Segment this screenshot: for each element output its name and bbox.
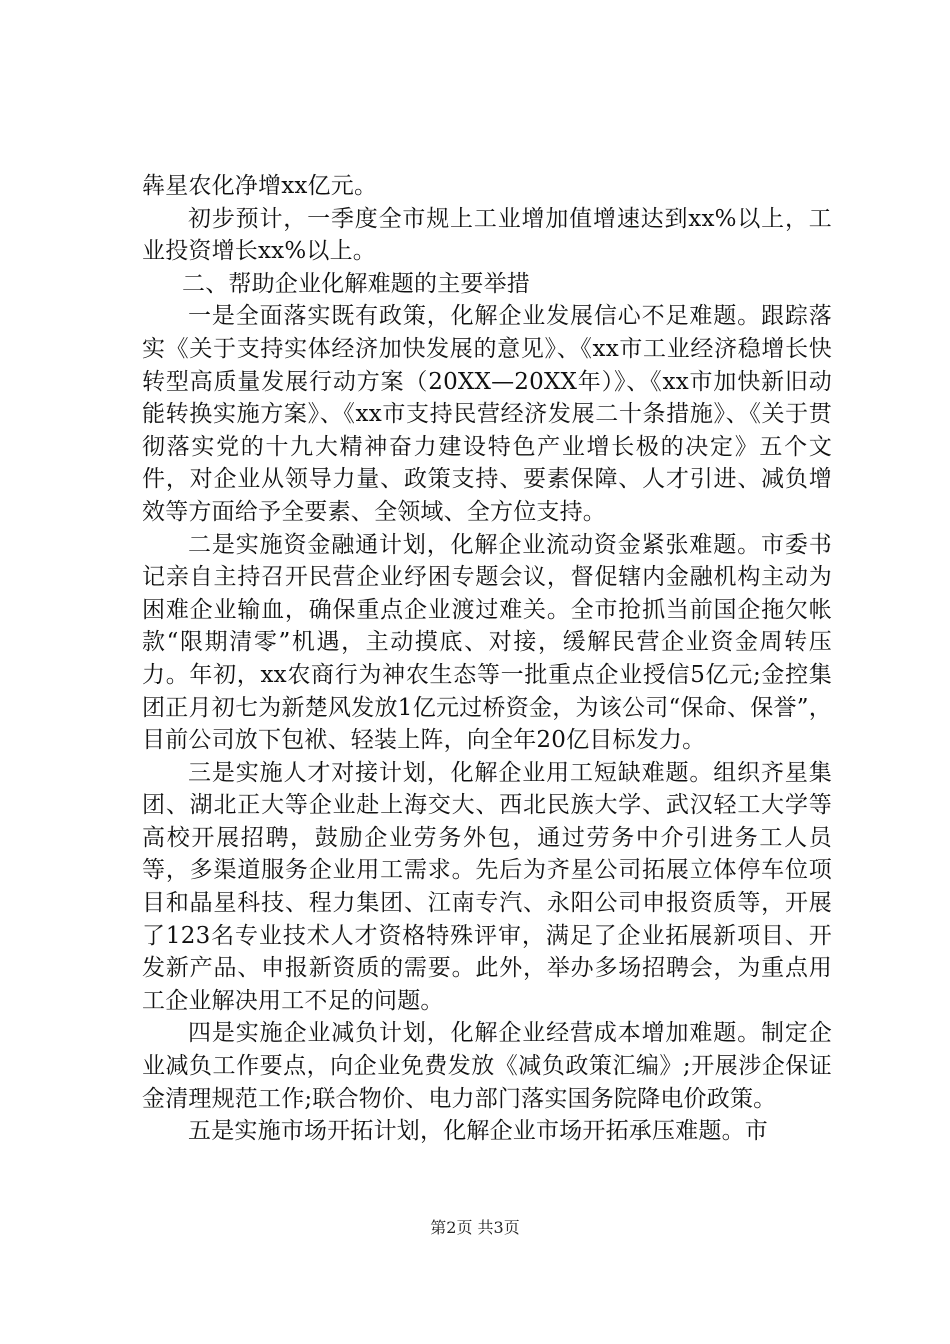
document-body [142, 170, 832, 1148]
section-heading: 二、帮助企业化解难题的主要举措 [182, 270, 530, 297]
paragraph-forecast: 初步预计，一季度全市规上工业增加值增速达到xx%以上，工业投资增长xx%以上。 [142, 205, 832, 265]
paragraph-measure-1: 一是全面落实既有政策，化解企业发展信心不足难题。跟踪落实《关于支持实体经济加快发展的意见》、《xx市工业经济稳增长快转型高质量发展行动方案（20XX—20XX年）》、《xx市加快新旧动能转换实施方案》、《xx市支持民营经济发展二十条措施》、《关于贯彻落实党的十九大精神奋力建设特色产业增长极的决定》五个文件，对企业从领导力量、政策支持、要素保障、人才引进、减负增效等方面给予全要素、全领域、全方位支持。 [142, 303, 832, 525]
paragraph-measure-4: 四是实施企业减负计划，化解企业经营成本增加难题。制定企业减负工作要点，向企业免费发放《减负政策汇编》;开展涉企保证金清理规范工作;联合物价、电力部门落实国务院降电价政策。 [142, 1020, 832, 1112]
paragraph-measure-5: 五是实施市场开拓计划，化解企业市场开拓承压难题。市 [188, 1118, 768, 1145]
paragraph-measure-3: 三是实施人才对接计划，化解企业用工短缺难题。组织齐星集团、湖北正大等企业赴上海交大、西北民族大学、武汉轻工大学等高校开展招聘，鼓励企业劳务外包，通过劳务中介引进务工人员等，多渠道服务企业用工需求。先后为齐星公司拓展立体停车位项目和晶星科技、程力集团、江南专汽、永阳公司申报资质等，开展了123名专业技术人才资格特殊评审，满足了企业拓展新项目、开发新产品、申报新资质的需要。此外，举办多场招聘会，为重点用工企业解决用工不足的问题。 [142, 759, 832, 1014]
paragraph-measure-2: 二是实施资金融通计划，化解企业流动资金紧张难题。市委书记亲自主持召开民营企业纾困专题会议，督促辖内金融机构主动为困难企业输血，确保重点企业渡过难关。全市抢抓当前国企拖欠帐款“限期清零”机遇，主动摸底、对接，缓解民营企业资金周转压力。年初，xx农商行为神农生态等一批重点企业授信5亿元;金控集团正月初七为新楚风发放1亿元过桥资金，为该公司“保命、保誉”，目前公司放下包袱、轻装上阵，向全年20亿目标发力。 [142, 531, 832, 754]
paragraph-continuation: 犇星农化净增xx亿元。 [142, 173, 378, 199]
page-footer: 第2页 共3页 [430, 1218, 520, 1237]
